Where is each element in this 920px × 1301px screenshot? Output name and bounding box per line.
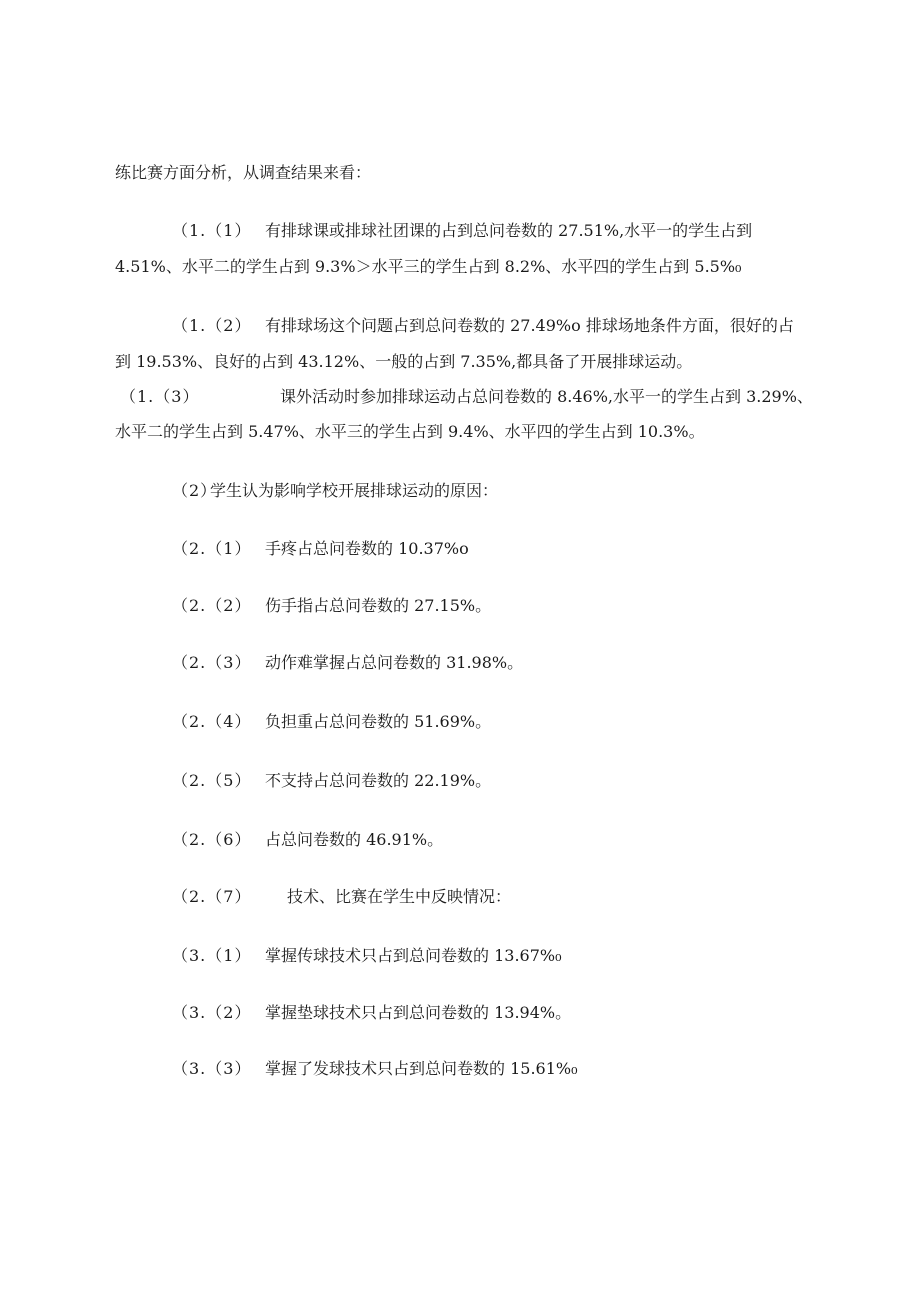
item-text: 负担重占总问卷数的 51.69%。 xyxy=(265,712,492,731)
item-text: 课外活动时参加排球运动占总问卷数的 8.46%,水平一的学生占到 3.29%、 xyxy=(280,387,813,406)
item-label: （2.（3） xyxy=(172,653,252,672)
item-label: （2.（2） xyxy=(172,596,252,615)
item-label: （2.（5） xyxy=(172,771,252,790)
item-text: 占总问卷数的 46.91%。 xyxy=(265,830,444,849)
item-text: 有排球场这个问题占到总问卷数的 27.49%o 排球场地条件方面，很好的占 xyxy=(265,316,794,335)
item-text: 掌握垫球技术只占到总问卷数的 13.94%。 xyxy=(265,1003,572,1022)
item-label: （2.（4） xyxy=(172,712,252,731)
item-label: （3.（3） xyxy=(172,1059,252,1078)
item-text: 有排球课或排球社团课的占到总问卷数的 27.51%,水平一的学生占到 xyxy=(265,221,753,240)
item-text: 不支持占总问卷数的 22.19%。 xyxy=(265,771,492,790)
item-text-cont: 4.51%、水平二的学生占到 9.3%＞水平三的学生占到 8.2%、水平四的学生占到 5.5%₀ xyxy=(115,257,742,276)
item-text: 技术、比赛在学生中反映情况： xyxy=(287,887,512,906)
item-text-cont: 水平二的学生占到 5.47%、水平三的学生占到 9.4%、水平四的学生占到 10.3%。 xyxy=(115,422,705,441)
item-text: 伤手指占总问卷数的 27.15%。 xyxy=(265,596,492,615)
item-label: （1.（2） xyxy=(172,316,252,335)
item-label: （2.（6） xyxy=(172,830,252,849)
item-text-cont: 到 19.53%、良好的占到 43.12%、一般的占到 7.35%,都具备了开展排球运动。 xyxy=(115,352,693,371)
item-label: （2.（7） xyxy=(172,887,252,906)
item-text: 掌握传球技术只占到总问卷数的 13.67%₀ xyxy=(265,946,562,965)
intro-line: 练比赛方面分析，从调查结果来看： xyxy=(115,163,372,182)
item-label: （3.（1） xyxy=(172,946,252,965)
item-label: （2） xyxy=(172,481,218,500)
item-text: 掌握了发球技术只占到总问卷数的 15.61%₀ xyxy=(265,1059,578,1078)
item-label: （3.（2） xyxy=(172,1003,252,1022)
item-text: 学生认为影响学校开展排球运动的原因： xyxy=(210,481,499,500)
item-text: 手疼占总问卷数的 10.37%o xyxy=(265,539,469,558)
item-label: （1.（3） xyxy=(120,387,200,406)
item-text: 动作难掌握占总问卷数的 31.98%。 xyxy=(265,653,524,672)
item-label: （2.（1） xyxy=(172,539,252,558)
item-label: （1.（1） xyxy=(172,221,252,240)
